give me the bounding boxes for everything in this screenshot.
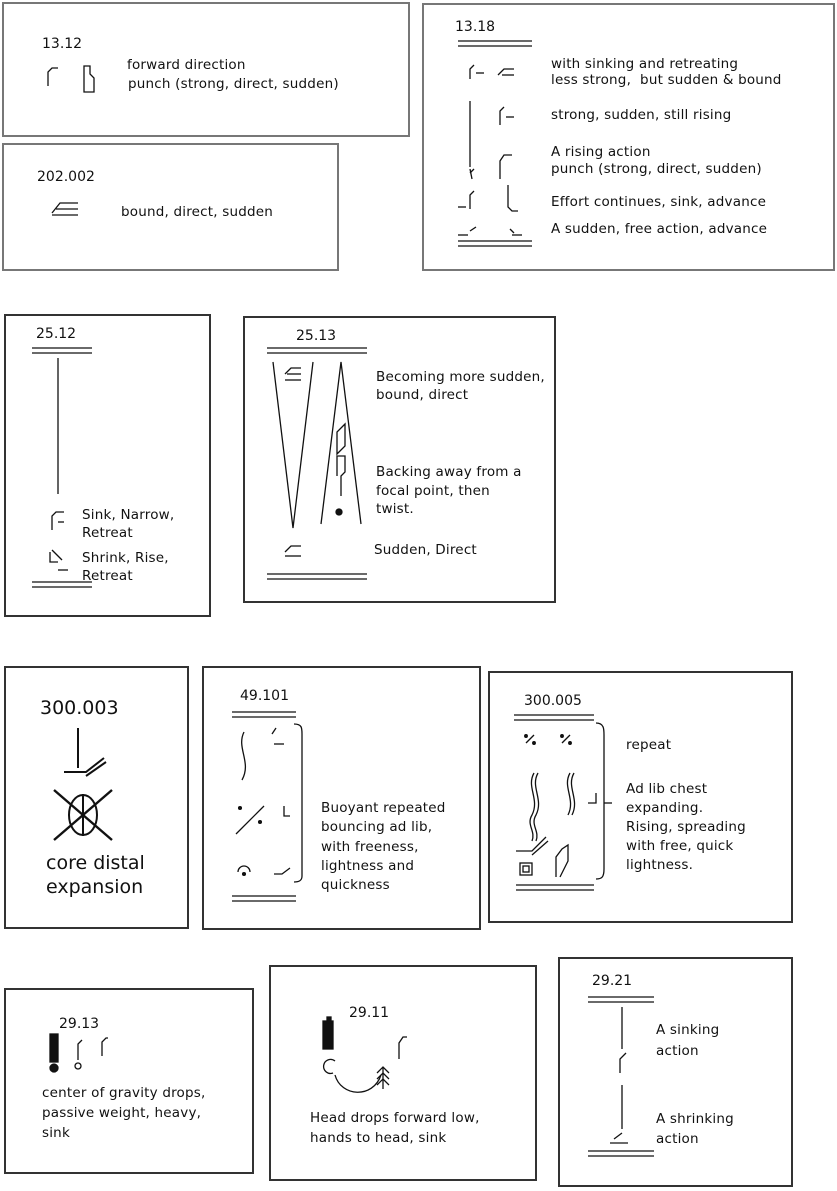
card-13-12 [2,2,410,137]
card-line: with freeness, [321,839,419,855]
card-line: with free, quick [626,838,734,854]
card-line: Effort continues, sink, advance [551,194,767,210]
card-line: expansion [46,876,144,898]
card-number: 202.002 [37,169,95,185]
card-line: expanding. [626,800,704,816]
card-line: focal point, then [376,483,490,499]
staff-notation-icon [512,711,622,897]
staff-notation-icon [230,708,310,908]
card-number: 25.12 [36,326,77,342]
card-line: A sudden, free action, advance [551,221,768,237]
staff-notation-icon [265,344,375,584]
head-drop-symbol-icon [315,1017,435,1101]
card-line: Ad lib chest [626,781,708,797]
card-line: action [656,1043,699,1059]
card-300-003 [4,666,189,929]
staff-notation-icon [452,39,562,249]
card-number: 49.101 [240,688,289,704]
card-line: repeat [626,737,672,753]
card-line: lightness and [321,858,415,874]
card-number: 29.13 [59,1016,100,1032]
card-line: core distal [46,852,145,874]
card-line: forward direction [127,57,246,73]
card-line: quickness [321,877,390,893]
card-line: punch (strong, direct, sudden) [551,161,762,177]
card-line: bound, direct [376,387,469,403]
card-line: center of gravity drops, [42,1085,206,1101]
card-line: A rising action [551,144,651,160]
effort-sign-icon [50,199,86,221]
card-number: 13.18 [455,19,496,35]
card-line: Buoyant repeated [321,800,446,816]
card-line: Sudden, Direct [374,542,477,558]
card-line: bouncing ad lib, [321,819,433,835]
card-line: strong, sudden, still rising [551,107,732,123]
card-line: Backing away from a [376,464,522,480]
card-49-101 [202,666,481,930]
card-line: Retreat [82,525,133,541]
card-line: Retreat [82,568,133,584]
card-line: hands to head, sink [310,1130,447,1146]
core-expansion-symbol-icon [46,724,136,840]
card-300-005 [488,671,793,923]
card-line: Sink, Narrow, [82,507,175,523]
card-29-11 [269,965,537,1181]
card-line: A sinking [656,1022,720,1038]
card-line: action [656,1131,699,1147]
card-202-002 [2,143,339,271]
card-29-21 [558,957,793,1187]
card-number: 29.21 [592,973,633,989]
card-13-18 [422,3,835,271]
card-line: sink [42,1125,70,1141]
card-25-12 [4,314,211,617]
card-line: passive weight, heavy, [42,1105,202,1121]
card-line: with sinking and retreating [551,56,739,72]
card-line: less strong, but sudden & bound [551,72,782,88]
effort-sign-icon [44,60,104,96]
card-line: Becoming more sudden, [376,369,545,385]
card-number: 29.11 [349,1005,390,1021]
card-line: A shrinking [656,1111,734,1127]
card-line: punch (strong, direct, sudden) [128,76,339,92]
card-line: twist. [376,501,414,517]
card-line: lightness. [626,857,694,873]
card-25-13 [243,316,556,603]
card-number: 300.003 [40,697,119,719]
card-29-13 [4,988,254,1174]
card-number: 25.13 [296,328,337,344]
card-number: 13.12 [42,36,83,52]
card-line: Rising, spreading [626,819,746,835]
staff-notation-icon [586,993,666,1163]
gravity-drop-symbol-icon [44,1030,124,1074]
card-line: Head drops forward low, [310,1110,480,1126]
card-line: bound, direct, sudden [121,204,274,220]
staff-notation-icon [28,344,88,594]
card-number: 300.005 [524,693,582,709]
card-line: Shrink, Rise, [82,550,169,566]
